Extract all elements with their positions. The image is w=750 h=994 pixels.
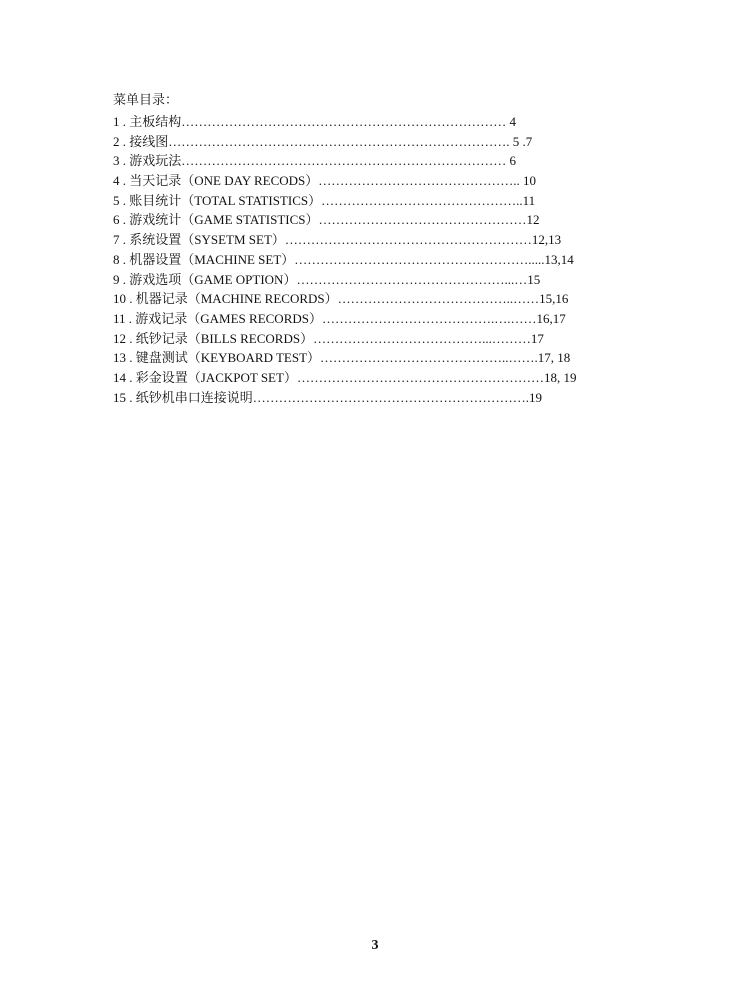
toc-entry-9: 9 . 游戏选项（GAME OPTION）…………………………………………...…15 xyxy=(113,271,541,287)
toc-entry-5: 5 . 账目统计（TOTAL STATISTICS）………………………………………..11 xyxy=(113,192,536,208)
toc-entry-13: 13 . 键盘测试（KEYBOARD TEST）……………………………………..…….17, 18 xyxy=(113,350,571,366)
toc-entry-2: 2 . 接线图……………………………………………………………………. 5 .7 xyxy=(113,133,533,149)
toc-entry-6: 6 . 游戏统计（GAME STATISTICS）…………………………………………12 xyxy=(113,212,540,228)
toc-list xyxy=(113,112,576,407)
toc-entry-8: 8 . 机器设置（MACHINE SET）……………………………………………….....13,14 xyxy=(113,251,574,267)
toc-entry-4: 4 . 当天记录（ONE DAY RECODS）……………………………………….. 10 xyxy=(113,173,536,189)
toc-title: 菜单目录： xyxy=(113,92,179,107)
toc-entry-3: 3 . 游戏玩法………………………………………………………………… 6 xyxy=(113,153,517,169)
toc-entry-14: 14 . 彩金设置（JACKPOT SET）…………………………………………………18, 19 xyxy=(113,369,577,385)
toc-entry-15: 15 . 纸钞机串口连接说明……………………………………………………….19 xyxy=(113,389,543,405)
toc-entry-1: 1 . 主板结构………………………………………………………………… 4 xyxy=(113,114,517,129)
page-number: 3 xyxy=(371,938,379,953)
toc-entry-10: 10 . 机器记录（MACHINE RECORDS）…………………………………..……15,16 xyxy=(113,291,569,307)
toc-entry-11: 11 . 游戏记录（GAMES RECORDS）………………………………….….……16,17 xyxy=(113,310,566,326)
toc-entry-7: 7 . 系统设置（SYSETM SET）…………………………………………………12,13 xyxy=(113,232,562,248)
toc-entry-12: 12 . 纸钞记录（BILLS RECORDS）…………………………………...………17 xyxy=(113,330,544,346)
